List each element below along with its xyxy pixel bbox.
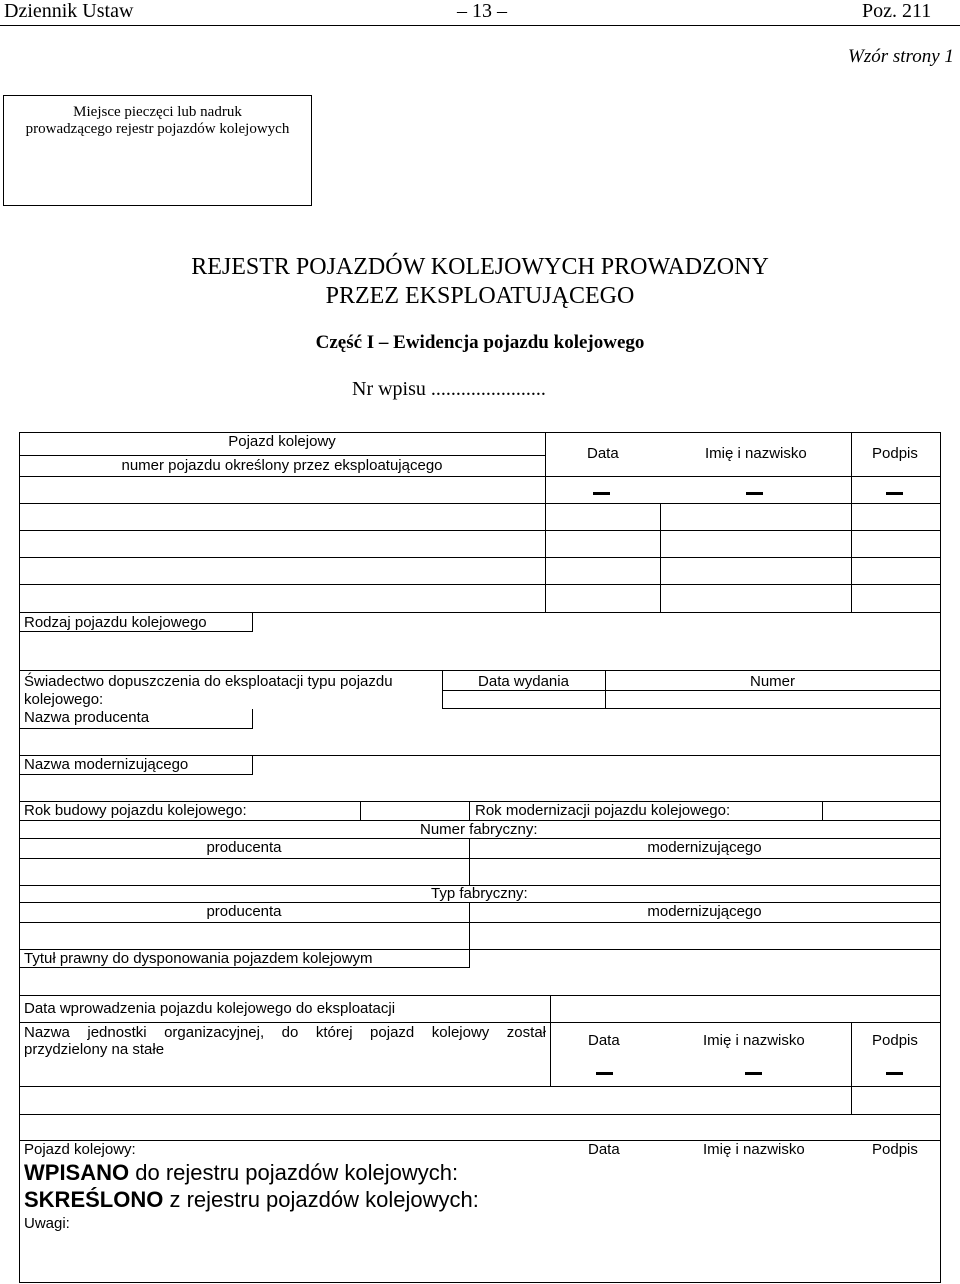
rule	[19, 922, 941, 923]
rule	[851, 432, 852, 612]
certificate-label-line1: Świadectwo dopuszczenia do eksploatacji typu pojazdu	[24, 673, 393, 690]
journal-name: Dziennik Ustaw	[4, 0, 134, 22]
type-modernizer-label: modernizującego	[647, 903, 762, 920]
rule	[19, 1086, 941, 1087]
certificate-label-line2: kolejowego:	[24, 691, 104, 708]
operation-date-label: Data wprowadzenia pojazdu kolejowego do eksploatacji	[24, 1000, 396, 1017]
legal-title-label: Tytuł prawny do dysponowania pojazdem kolejowym	[24, 950, 373, 967]
entered-line	[24, 1160, 458, 1186]
rule	[19, 1114, 941, 1115]
rule	[19, 557, 941, 558]
unit-date-dash	[596, 1072, 613, 1075]
rule	[19, 530, 941, 531]
date-dash	[593, 492, 610, 495]
unit-label-line2: przydzielony na stałe	[24, 1041, 165, 1058]
unit-label-line1: Nazwa jednostki organizacyjnej, do której pojazd kolejowy został	[24, 1024, 546, 1041]
position-number: Poz. 211	[862, 0, 932, 22]
build-year-label: Rok budowy pojazdu kolejowego:	[24, 802, 247, 819]
footer-vehicle-label: Pojazd kolejowy:	[24, 1141, 136, 1158]
rule	[442, 708, 941, 709]
sign-dash	[886, 492, 903, 495]
notes-label: Uwagi:	[24, 1215, 70, 1232]
rule	[469, 902, 470, 968]
stamp-box	[3, 95, 312, 206]
rule	[851, 1022, 852, 1114]
rule	[19, 670, 941, 671]
producer-name-label: Nazwa producenta	[24, 709, 150, 726]
entry-number: Nr wpisu .......................	[352, 378, 546, 400]
certificate-number-label: Numer	[749, 673, 795, 690]
modernization-year-label: Rok modernizacji pojazdu kolejowego:	[475, 802, 731, 819]
footer-col-name: Imię i nazwisko	[703, 1141, 805, 1158]
modernizer-name-label: Nazwa modernizującego	[24, 756, 189, 773]
rule	[19, 858, 941, 859]
rule	[469, 801, 470, 820]
stamp-text-line1: Miejsce pieczęci lub nadruk	[73, 104, 242, 120]
removed-line	[24, 1187, 479, 1213]
header-rule	[0, 25, 960, 26]
rule	[19, 455, 545, 456]
type-producer-label: producenta	[206, 903, 282, 920]
rule	[442, 690, 941, 691]
rule	[19, 774, 253, 775]
rule	[19, 612, 941, 613]
rule	[550, 995, 551, 1087]
part-title: Część I – Ewidencja pojazdu kolejowego	[315, 332, 645, 353]
factory-type-label: Typ fabryczny:	[431, 885, 528, 902]
col-sign: Podpis	[872, 445, 918, 462]
rule	[252, 612, 253, 632]
unit-col-date: Data	[588, 1032, 620, 1049]
rule	[360, 801, 361, 820]
rule	[252, 755, 253, 775]
footer-col-sign: Podpis	[872, 1141, 918, 1158]
name-dash	[746, 492, 763, 495]
unit-name-dash	[745, 1072, 762, 1075]
rule	[19, 728, 253, 729]
col-date: Data	[587, 445, 619, 462]
rule	[822, 801, 823, 820]
removed-text: z rejestru pojazdów kolejowych:	[163, 1187, 479, 1212]
register-title-line2: PRZEZ EKSPLOATUJĄCEGO	[325, 283, 635, 309]
entered-keyword: WPISANO	[24, 1160, 130, 1185]
rule	[19, 503, 941, 504]
unit-sign-dash	[886, 1072, 903, 1075]
rule	[252, 709, 253, 729]
footer-col-date: Data	[588, 1141, 620, 1158]
rule	[469, 838, 470, 885]
rule	[19, 631, 253, 632]
rule	[19, 995, 941, 996]
serial-number-label: Numer fabryczny:	[420, 821, 538, 838]
vehicle-type-label: Rodzaj pojazdu kolejowego	[24, 614, 207, 631]
rule	[545, 432, 546, 612]
serial-modernizer-label: modernizującego	[647, 839, 762, 856]
rule	[19, 584, 941, 585]
page-number: – 13 –	[457, 0, 507, 22]
rule	[19, 967, 470, 968]
rule	[19, 1022, 941, 1023]
rule	[660, 503, 661, 612]
rule	[19, 476, 941, 477]
serial-producer-label: producenta	[206, 839, 282, 856]
entered-text: do rejestru pojazdów kolejowych:	[129, 1160, 459, 1185]
col-name: Imię i nazwisko	[705, 445, 807, 462]
form-bottom-border	[19, 1282, 941, 1283]
unit-col-sign: Podpis	[872, 1032, 918, 1049]
stamp-text-line2: prowadzącego rejestr pojazdów kolejowych	[25, 121, 290, 137]
template-label: Wzór strony 1	[848, 46, 954, 67]
issue-date-label: Data wydania	[478, 673, 569, 690]
register-title-line1: REJESTR POJAZDÓW KOLEJOWYCH PROWADZONY	[191, 254, 769, 280]
vehicle-label: Pojazd kolejowy	[228, 433, 336, 450]
vehicle-number-label: numer pojazdu określony przez eksploatującego	[121, 457, 443, 474]
removed-keyword: SKREŚLONO	[24, 1187, 164, 1212]
unit-col-name: Imię i nazwisko	[703, 1032, 805, 1049]
